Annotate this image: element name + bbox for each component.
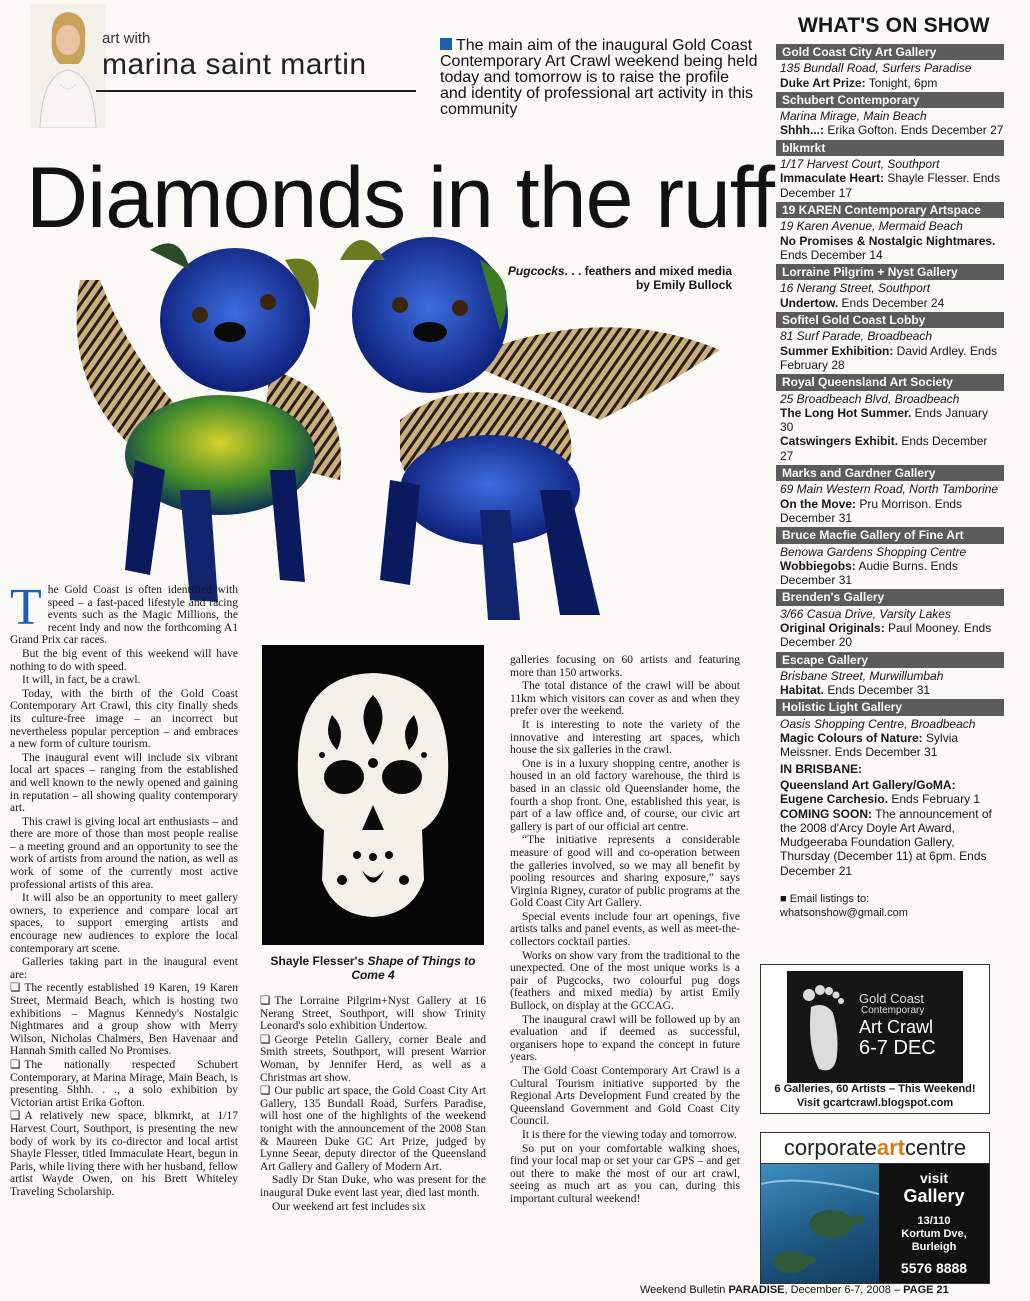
square-bullet-icon: ■ [780,893,790,906]
exhibition-detail: Audie Burns. Ends December 31 [780,558,958,588]
coming-soon-label: COMING SOON: [780,806,872,821]
listing [780,44,1004,90]
logo-part: centre [904,1135,967,1160]
caption-artist: Shayle Flesser's [270,954,368,968]
email-address: whatsonshow@gmail.com [780,907,908,920]
ad-line-3: Art Crawl [859,1017,934,1037]
exhibition-entry [780,406,1004,435]
exhibition-title: Duke Art Prize: [780,75,866,90]
paragraph: It is there for the viewing today and tomorrow. [522,1128,737,1141]
ad-logo [761,1133,989,1164]
paragraph: Our weekend art fest includes six [272,1200,426,1213]
paragraph: Special events include four art openings, five artists talks and panel events, as well as meet-the-collectors cocktail parties. [510,910,740,949]
paragraph: Works on show vary from the traditional to the unexpected. One of the most unique works is a pair of Pugcocks, two colourful pug dogs (feathers and mixed media) by artist Emily Bullock, on display at the GCCAG. [510,949,740,1013]
exhibition-entry [780,123,1004,137]
page-number: PAGE 21 [903,1284,949,1296]
exhibition-title: Eugene Carchesio. [780,792,889,807]
coming-soon [780,807,1004,878]
brisbane-heading: IN BRISBANE: [780,761,863,776]
exhibition-title: Shhh...: [780,123,824,138]
listing [780,374,1004,463]
ad-url[interactable]: Visit gcartcrawl.blogspot.com [796,1097,954,1109]
listing [780,264,1004,310]
paragraph: The total distance of the crawl will be about 11km which visitors can cover as and when they prefer over the weekend. [510,680,740,718]
gallery-bullet: ❏ The Lorraine Pilgrim+Nyst Gallery at 16 Nerang Street, Southport, will show Trinity Leonard's solo exhibition Undertow. [260,995,486,1033]
exhibition-entry [780,683,1004,697]
paragraph: But the big event of this weekend will have nothing to do with speed. [10,647,238,673]
turtle-painting [761,1164,879,1283]
footprint-icon [793,977,853,1077]
paragraph: The inaugural event will include six vibrant local art spaces – ranging from the established and well known to the newly opened and gaining in reputation – all showing quality contemporary art. [10,751,238,815]
paragraph: One is in a luxury shopping centre, another is housed in an old factory warehouse, the third is based in an classic old Queenslander home, the fourth a shop front. One, established this year, is part of a law office and, of course, our civic art gallery is part of our official art centre. [510,757,740,833]
address-line: Burleigh [911,1241,957,1253]
gallery-name-bar: Lorraine Pilgrim + Nyst Gallery [776,264,1004,280]
exhibition-detail: David Ardley. Ends February 28 [780,343,998,372]
logo-part: corporate [783,1135,877,1160]
ad-dark-panel [787,971,963,1083]
exhibition-title: Wobbiegobs: [780,558,856,573]
coming-soon-text: The announcement of the 2008 d'Arcy Doyle Art Award, Mudgeeraba Foundation Gallery, Thursday (December 11) at 6pm. Ends December 21 [780,806,992,878]
paragraph: It will also be an opportunity to meet gallery owners, to experience and compare local art spaces, to support emerging artists and encourage new audiences to explore the local contemporary art scene. [10,892,238,955]
exhibition-entry [780,76,1004,90]
paragraph: The inaugural crawl will be followed up by an evaluation and if deemed as successful, organisers hope to expand the concept in future years. [510,1013,740,1064]
gallery-name-bar: Sofitel Gold Coast Lobby [776,312,1004,328]
exhibition-title: On the Move: [780,496,857,511]
exhibition-title: Summer Exhibition: [780,343,894,358]
exhibition-entry [780,434,1004,463]
photo-caption [500,264,732,292]
listing [780,652,1004,698]
exhibition-entry [780,559,1004,588]
standfirst [440,38,760,118]
ad-visit: visit [919,1170,948,1186]
gallery-address: Oasis Shopping Centre, Broadbeach [780,716,976,731]
paragraph: galleries focusing on 60 artists and featuring more than 150 artworks. [510,654,740,679]
listing [780,527,1004,587]
email-label [780,892,1004,906]
paragraph: The Gold Coast Contemporary Art Crawl is a Cultural Tourism initiative supported by the Regional Arts Development Fund created by the Queensland Government and Gold Coast City Council. [510,1065,740,1128]
logo-highlight: art [876,1135,905,1160]
exhibition-detail: Pru Morrison. Ends December 31 [780,496,963,525]
caption-artwork-title: Pugcocks [507,264,565,278]
article-column-2 [260,995,486,1214]
gallery-bullet: ❏ George Petelin Gallery, corner Beale and Smith streets, Southport, will present Warrior Woman, by Jennifer Herd, as well as a Christmas art show. [260,1034,486,1084]
exhibition-entry [780,234,1004,263]
paragraph: It will, in fact, be a crawl. [22,674,141,687]
exhibition-title: No Promises & Nostalgic Nightmares. [780,233,996,248]
ad-tagline: 6 Galleries, 60 Artists – This Weekend! [774,1083,976,1095]
gallery-name-bar: Brenden's Gallery [776,589,1004,605]
headline: Diamonds in the ruff [26,150,775,246]
exhibition-entry [780,296,1004,310]
gallery-address: 3/66 Casua Drive, Varsity Lakes [780,606,951,621]
ad-line-2: Contemporary [861,1005,925,1016]
paragraph: This crawl is giving local art enthusiasts – and there are more of those than most people realise – a meeting ground and an opportunity to see the work of artists from around the nation, as well as work of some of the currently most active professional artists of this area. [10,815,238,891]
gallery-name-bar: Gold Coast City Art Gallery [776,44,1004,60]
listing [780,465,1004,525]
brisbane-venue: Queensland Art Gallery/GoMA: [780,777,956,792]
shape-of-things-artwork [262,645,484,945]
exhibition-entry [780,171,1004,200]
gallery-name-bar: Holistic Light Gallery [776,699,1004,715]
caption-artwork-title: Shape of Things to Come 4 [351,954,476,982]
gallery-address: 16 Nerang Street, Southport [780,281,931,296]
address-line: Kortum Dve, [901,1228,967,1240]
paragraph: Galleries taking part in the inaugural event are: [10,956,238,981]
paragraph: Today, with the birth of the Gold Coast Contemporary Art Crawl, this city finally sheds its culture-free image – an incorrect but nevertheless popular perception – and embraces a new form of culture tourism. [10,687,238,751]
square-bullet-icon [440,38,452,50]
address-line: 13/110 [917,1215,951,1227]
paper-name: Weekend Bulletin [640,1284,726,1296]
gallery-name-bar: blkmrkt [776,140,1004,156]
ad-address [879,1215,989,1254]
ad-phone: 5576 8888 [900,1260,968,1276]
gallery-address: 135 Bundall Road, Surfers Paradise [780,61,972,76]
gallery-address: 1/17 Harvest Court, Southport [780,157,940,172]
exhibition-entry [780,344,1004,373]
listing [780,202,1004,262]
ad-gallery: Gallery [903,1186,965,1206]
gallery-name-bar: Royal Queensland Art Society [776,374,1004,390]
exhibition-title: The Long Hot Summer. [780,405,912,420]
exhibition-detail: Sylvia Meissner. Ends December 31 [780,731,959,760]
listing [780,92,1004,138]
paragraph: he Gold Coast is often identified with speed – a fast-paced lifestyle and racing events such as the Magic Millions, the recent Indy and now the forthcoming A1 Grand Prix car races. [10,584,238,647]
article-column-3 [510,654,740,1207]
byline-rule [96,90,416,92]
gallery-address: 69 Main Western Road, North Tamborine [780,482,999,497]
exhibition-entry [780,621,1004,650]
paragraph: Sadly Dr Stan Duke, who was present for the inaugural Duke event last year, died last month. [260,1174,486,1199]
byline-prefix: art with [102,30,151,47]
caption-description: . . . feathers and mixed media by Emily Bullock [564,264,732,292]
standfirst-text: The main aim of the inaugural Gold Coast Contemporary Art Crawl weekend being held today and tomorrow is to raise the profile and identity of professional art activity in this community [440,37,758,118]
art-crawl-ad [760,964,990,1114]
email-listing [780,892,1004,921]
gallery-name-bar: Bruce Macfie Gallery of Fine Art [776,527,1004,543]
exhibition-detail: Ends December 31 [824,683,931,698]
separator: – [890,1284,904,1296]
ad-line-1: Gold Coast [859,991,925,1006]
listing [780,699,1004,759]
gallery-address: 19 Karen Avenue, Mermaid Beach [780,219,963,234]
exhibition-title: Immaculate Heart: [780,171,885,186]
exhibition-detail: Ends December 27 [780,434,988,463]
section-name: PARADISE [728,1284,785,1296]
issue-date: , December 6-7, 2008 [784,1284,891,1296]
exhibition-detail: Shayle Flesser. Ends December 17 [780,171,1001,200]
gallery-name-bar: Schubert Contemporary [776,92,1004,108]
exhibition-title: Catswingers Exhibit. [780,434,899,449]
gallery-address: 81 Surf Parade, Broadbeach [780,329,933,344]
artwork-caption [262,954,484,982]
listing [780,140,1004,200]
exhibition-entry [780,497,1004,526]
gallery-name-bar: 19 KAREN Contemporary Artspace [776,202,1004,218]
exhibition-detail: Paul Mooney. Ends December 20 [780,620,992,650]
exhibition-title: Original Originals: [780,620,885,635]
gallery-name-bar: Marks and Gardner Gallery [776,465,1004,481]
gallery-address: Marina Mirage, Main Beach [780,109,927,124]
exhibition-detail: Ends February 1 [888,792,981,807]
gallery-address: Benowa Gardens Shopping Centre [780,544,967,559]
ad-info-panel [879,1164,989,1283]
article-column-1 [10,579,238,1200]
gallery-address: Brisbane Street, Murwillumbah [780,668,944,683]
author-photo [30,4,106,128]
gallery-address: 25 Broadbeach Blvd, Broadbeach [780,391,960,406]
gallery-bullet: ❏ A relatively new space, blkmrkt, at 1/17 Harvest Court, Southport, is presenting the new body of work by its co-director and local artist Shayle Flesser, titled Immaculate Heart, begun in Paris, while living there with her husband, fellow artist Wayde Owen, on his Brett Whiteley Traveling Scholarship. [10,1110,238,1198]
exhibition-detail: Erika Gofton. Ends December 27 [824,123,1004,138]
paragraph: “The initiative represents a considerable measure of good will and co-operation between the galleries involved, so we may all benefit by pooling resources and sharing exposure,” says Virginia Rigney, curator of public programs at the Gold Coast City Art Gallery. [510,834,740,910]
gallery-bullet: ❏ The recently established 19 Karen, 19 Karen Street, Mermaid Beach, which is hosting two exhibitions – Magnus Kennedy's Nostalgic Nightmares and a group show with Merry Wilson, Nicholas Chalmers, Ben Havenaar and Hannah Smith called No Promises. [10,982,238,1058]
exhibition-entry [780,792,1004,806]
exhibition-detail: Ends January 30 [780,405,989,435]
gallery-name-bar: Escape Gallery [776,652,1004,668]
exhibition-title: Magic Colours of Nature: [780,731,923,746]
exhibition-title: Undertow. [780,295,839,310]
exhibition-title: Habitat. [780,683,825,698]
exhibition-detail: Ends December 14 [780,247,883,262]
exhibition-detail: Tonight, 6pm [865,75,938,90]
whats-on-listings [780,42,1004,921]
drop-cap: T [10,579,42,636]
page-footer [640,1284,949,1296]
gallery-bullet: ❏ The nationally respected Schubert Contemporary, at Marina Mirage, Main Beach, is presenting Shhh. . ., a solo exhibition by Victorian artist Erika Gofton. [10,1059,238,1109]
paragraph: So put on your comfortable walking shoes, find your local map or set your car GPS – and get out there to make the most of our art crawl, seeing as much art as you can, during this important cultural weekend! [510,1142,740,1205]
listing [780,312,1004,372]
paragraph: It is interesting to note the variety of the innovative and interesting art spaces, which house the six galleries in the crawl. [510,718,740,757]
ad-dates: 6-7 DEC [859,1037,936,1059]
exhibition-entry [780,731,1004,760]
gallery-bullet: ❏ Our public art space, the Gold Coast City Art Gallery, 135 Bundall Road, Surfers Paradise, will host one of the highlights of the weekend tonight with the announcement of the 2008 Stan & Maureen Duke GC Art Prize, judged by Lynne Seear, deputy director of the Queensland Art Gallery and Gallery of Modern Art. [260,1085,486,1173]
byline-author: marina saint martin [102,48,367,81]
exhibition-detail: Ends December 24 [838,295,945,310]
email-label-text: Email listings to: [789,893,870,906]
sidebar-title: WHAT'S ON SHOW [798,14,990,37]
listing [780,589,1004,649]
corporate-art-centre-ad [760,1132,990,1284]
